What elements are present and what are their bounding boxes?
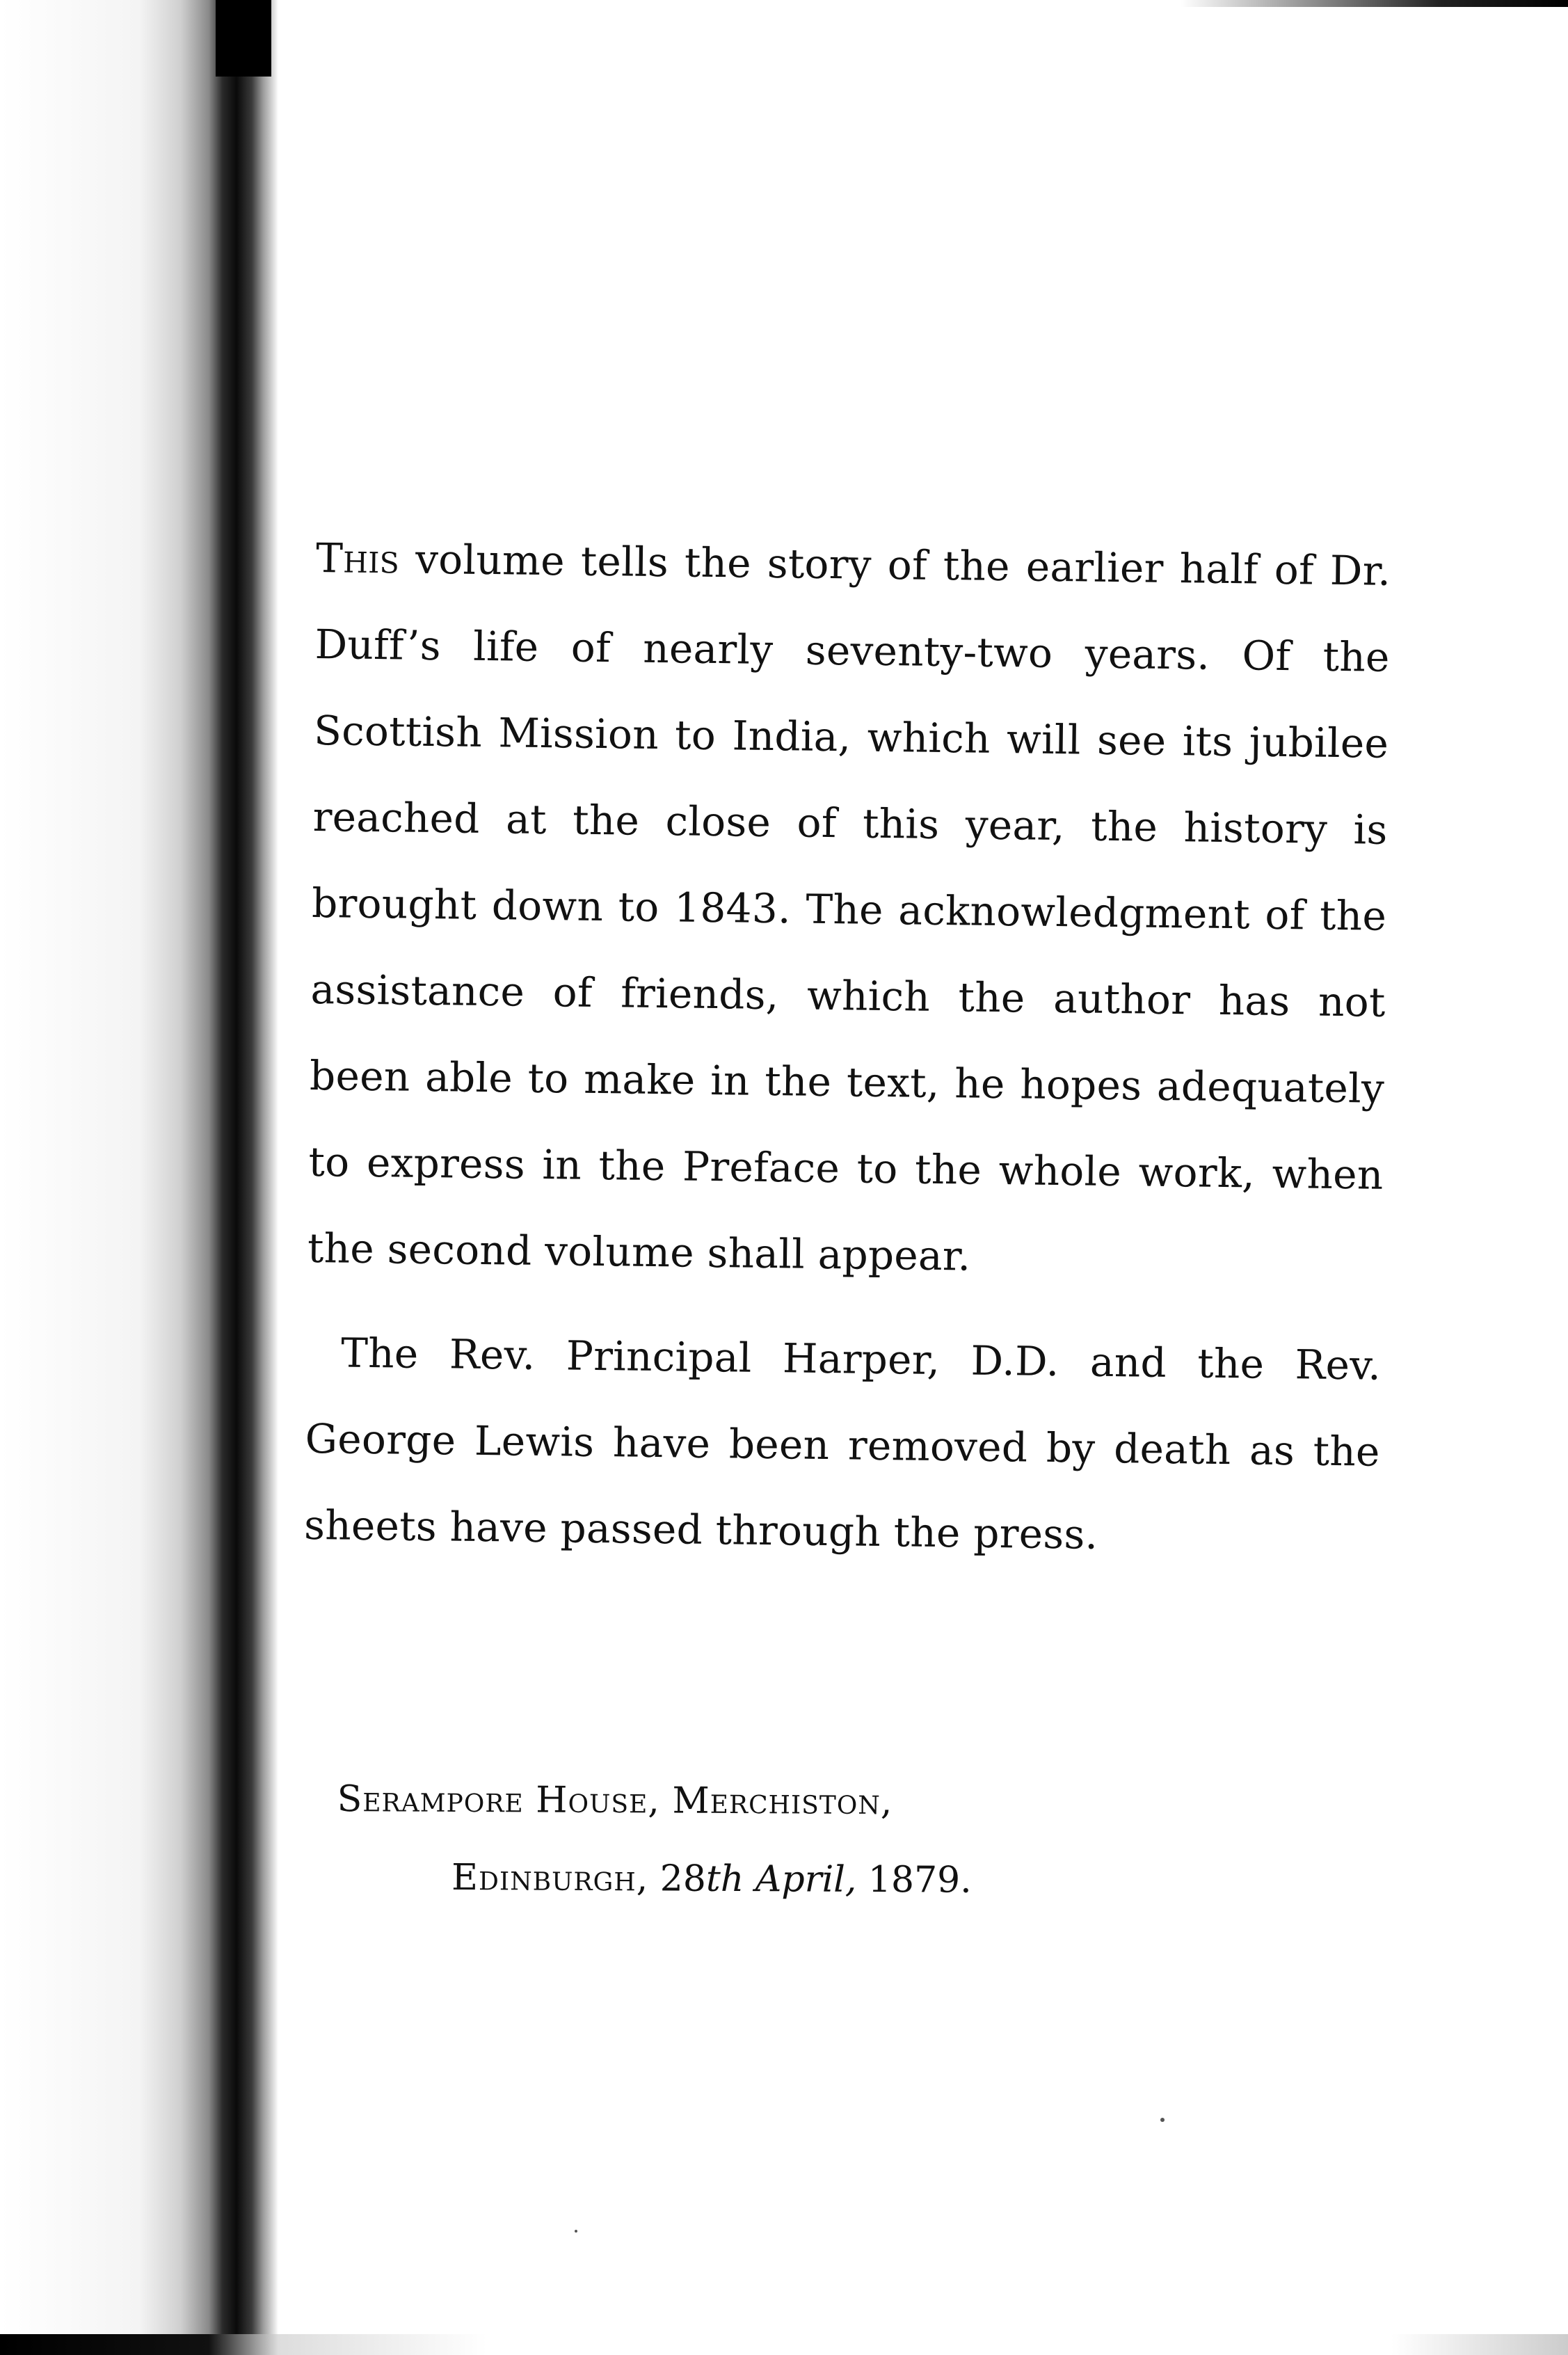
page-bottom-edge [0, 2334, 1568, 2355]
scan-speck [575, 2230, 577, 2233]
paragraph-first-body: volume tells the story of the earlier half of Dr. Duff’s life of nearly seventy-two years. Of the Scottish Mission to India, which will see its jubilee reached at the close of this year, the history is brought down to 1843. The acknowledgment of the assistance of friends, which the author has not been able to make in the text, he hopes adequately to express in the Preface to the whole work, when the second volume shall appear. [307, 535, 1391, 1280]
page-top-edge [278, 0, 1568, 7]
signature-address: Serampore House, Merchiston, [337, 1778, 893, 1823]
paragraph-second: The Rev. Principal Harper, D.D. and the Rev. George Lewis have been removed by death as the sheets have passed through the press. [303, 1329, 1382, 1558]
paragraph-first [307, 515, 1391, 1304]
signature-year: 1879. [867, 1858, 972, 1901]
signature-block [337, 1760, 1242, 1921]
signature-day: 28 [659, 1858, 707, 1900]
paragraph-lead-word: This [315, 534, 400, 583]
binding-gutter [0, 0, 278, 2355]
signature-day-suffix: th [705, 1858, 744, 1901]
signature-place-date [337, 1838, 1242, 1921]
preface-text [304, 515, 1391, 1581]
scan-speck [1160, 2118, 1165, 2122]
binding-shadow-top [216, 0, 271, 77]
signature-month: April, [755, 1858, 857, 1901]
signature-city: Edinburgh, [451, 1856, 649, 1900]
